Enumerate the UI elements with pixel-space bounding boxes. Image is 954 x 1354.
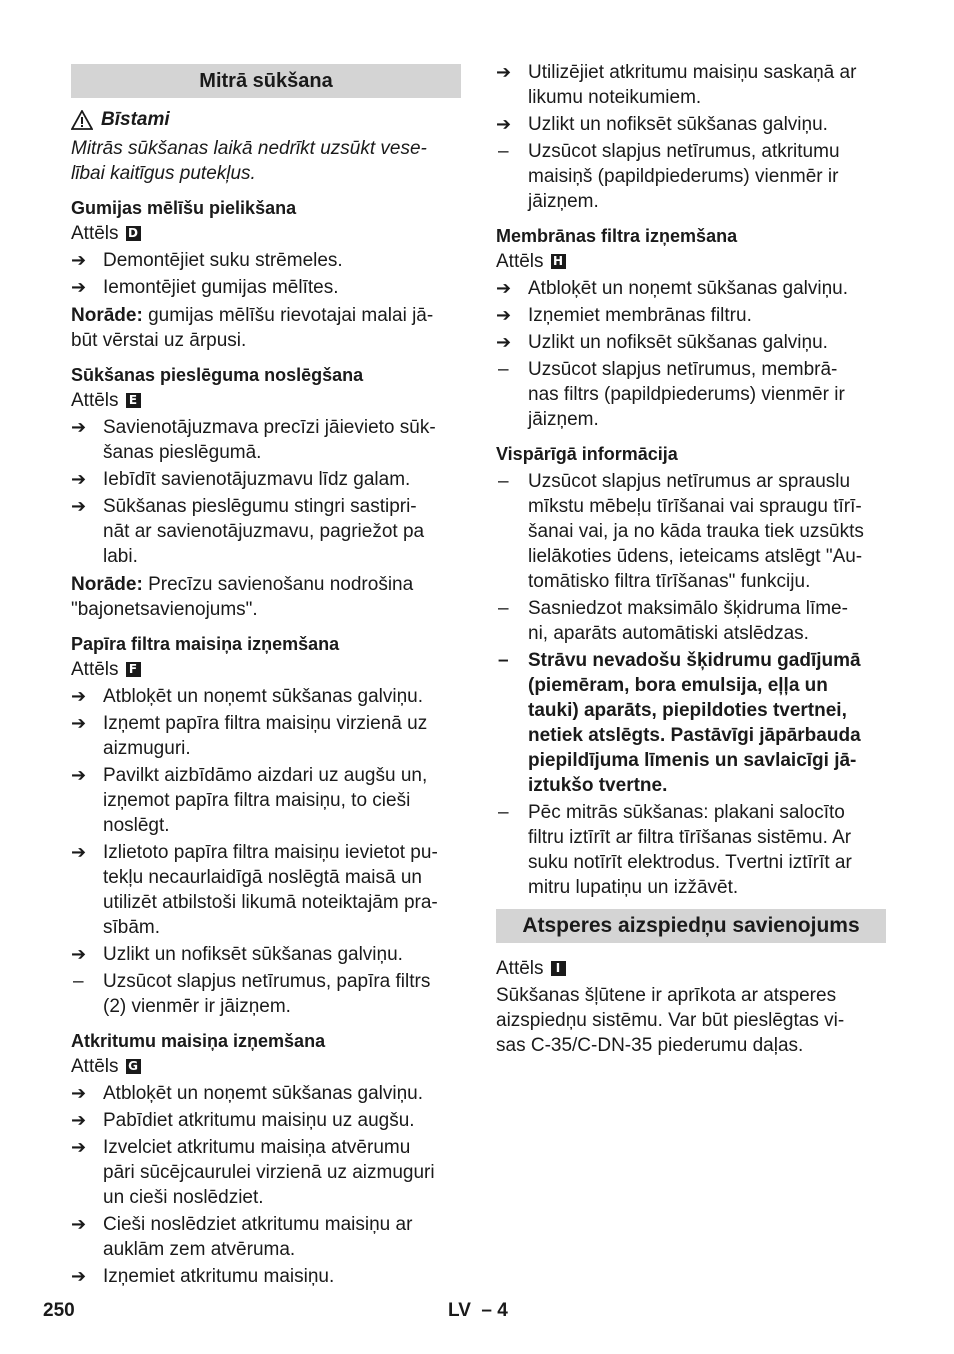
arrow-right-icon: ➔ xyxy=(496,332,512,353)
item-text: Sūkšanas pieslēgumu stingri sastipri- nāt ar savienotājuzmavu, pagriežot pa labi. xyxy=(103,496,425,567)
item-text: Atbloķēt un noņemt sūkšanas galviņu. xyxy=(528,278,849,299)
instruction-step xyxy=(496,60,886,110)
section-heading: Gumijas mēlīšu pielikšana xyxy=(71,198,297,218)
arrow-right-icon: ➔ xyxy=(496,114,512,135)
figure-label: Attēls xyxy=(496,251,544,272)
arrow-right-icon: ➔ xyxy=(71,417,87,438)
dash-bullet-icon: – xyxy=(73,971,84,992)
item-text: Uzsūcot slapjus netīrumus, membrā- nas filtrs (papildpiederums) vienmēr ir jāizņem. xyxy=(528,359,845,430)
arrow-right-icon: ➔ xyxy=(71,944,87,965)
general-info-list xyxy=(496,469,886,900)
figure-ref xyxy=(71,388,461,413)
language-page-label: LV – 4 xyxy=(448,1300,508,1321)
item-text: Uzlikt un nofiksēt sūkšanas galviņu. xyxy=(103,944,403,965)
warning-text: Mitrās sūkšanas laikā nedrīkt uzsūkt vese- lībai kaitīgus putekļus. xyxy=(71,138,427,184)
dash-list-item xyxy=(496,596,886,646)
arrow-right-icon: ➔ xyxy=(71,1214,87,1235)
instruction-step xyxy=(496,276,886,301)
section-banner-wet-vacuuming: Mitrā sūkšana xyxy=(71,64,461,98)
step-list xyxy=(71,415,461,569)
item-text: Uzlikt un nofiksēt sūkšanas galviņu. xyxy=(528,114,828,135)
instruction-step xyxy=(71,684,461,709)
instruction-step xyxy=(71,494,461,569)
item-text: Atbloķēt un noņemt sūkšanas galviņu. xyxy=(103,686,424,707)
instruction-step xyxy=(496,330,886,355)
figure-letter-badge: E xyxy=(126,393,141,408)
item-text: Pabīdiet atkritumu maisiņu uz augšu. xyxy=(103,1110,415,1131)
intro-list xyxy=(496,60,886,214)
section-heading: Papīra filtra maisiņa izņemšana xyxy=(71,634,340,654)
instruction-step xyxy=(71,1081,461,1106)
arrow-right-icon: ➔ xyxy=(71,1110,87,1131)
dash-list-item xyxy=(496,800,886,900)
figure-label: Attēls xyxy=(71,223,119,244)
item-text: Izlietoto papīra filtra maisiņu ievietot pu- tekļu necaurlaidīgā noslēgtā maisā un utilizēt atbilstoši likumā noteiktajām pra- sībām. xyxy=(103,842,438,938)
item-text: Cieši noslēdziet atkritumu maisiņu ar auklām zem atvēruma. xyxy=(103,1214,413,1260)
arrow-right-icon: ➔ xyxy=(496,62,512,83)
instruction-step xyxy=(71,840,461,940)
arrow-right-icon: ➔ xyxy=(71,1266,87,1287)
arrow-right-icon: ➔ xyxy=(496,278,512,299)
item-text: Iebīdīt savienotājuzmavu līdz galam. xyxy=(103,469,411,490)
item-text: Uzsūcot slapjus netīrumus, atkritumu maisiņš (papildpiederums) vienmēr ir jāizņem. xyxy=(528,141,840,212)
note-paragraph xyxy=(71,303,461,353)
section-banner-spring-clip: Atsperes aizspiedņu savienojums xyxy=(496,909,886,943)
item-text: Atbloķēt un noņemt sūkšanas galviņu. xyxy=(103,1083,424,1104)
membrane-list xyxy=(496,276,886,432)
dash-bullet-icon: – xyxy=(498,141,509,162)
instruction-step xyxy=(71,1135,461,1210)
instruction-step xyxy=(496,303,886,328)
instruction-step xyxy=(71,1108,461,1133)
figure-letter-badge: G xyxy=(126,1059,141,1074)
item-text: Savienotājuzmava precīzi jāievieto sūk- šanas pieslēgumā. xyxy=(103,417,436,463)
membrane-heading: Membrānas filtra izņemšana xyxy=(496,226,738,246)
figure-ref xyxy=(71,221,461,246)
arrow-right-icon: ➔ xyxy=(71,686,87,707)
arrow-right-icon: ➔ xyxy=(71,842,87,863)
section-heading: Sūkšanas pieslēguma noslēgšana xyxy=(71,365,364,385)
dash-bullet-icon: – xyxy=(498,598,509,619)
item-text: Pavilkt aizbīdāmo aizdari uz augšu un, izņemot papīra filtra maisiņu, to cieši noslēgt. xyxy=(103,765,428,836)
item-text: Strāvu nevadošu šķidrumu gadījumā (piemēram, bora emulsija, eļļa un tauki) aparāts, piepildoties tvertnei, netiek atslēgts. Pastāvīgi jāpārbauda piepildījuma līmenis un savlaicīgi jā- iztukšo tvertne. xyxy=(528,650,861,796)
figure-letter-badge: F xyxy=(126,662,141,677)
instruction-step xyxy=(71,275,461,300)
dash-bullet-icon: – xyxy=(498,471,509,492)
instruction-step xyxy=(71,763,461,838)
dash-list-item xyxy=(71,969,461,1019)
section-heading: Atkritumu maisiņa izņemšana xyxy=(71,1031,326,1051)
instruction-step xyxy=(71,1264,461,1289)
figure-letter-badge: D xyxy=(126,226,141,241)
item-text: Sasniedzot maksimālo šķidruma līme- ni, aparāts automātiski atslēdzas. xyxy=(528,598,848,644)
note-paragraph xyxy=(71,572,461,622)
warning-label: Bīstami xyxy=(101,109,170,130)
item-text: Izvelciet atkritumu maisiņa atvērumu pāri sūcējcaurulei virzienā uz aizmuguri un cieši noslēdziet. xyxy=(103,1137,435,1208)
arrow-right-icon: ➔ xyxy=(71,277,87,298)
figure-label: Attēls xyxy=(496,958,544,979)
arrow-right-icon: ➔ xyxy=(71,469,87,490)
general-info-heading: Vispārīgā informācija xyxy=(496,444,678,464)
left-column xyxy=(71,62,461,1291)
note-label: Norāde: xyxy=(71,574,143,595)
item-text: Pēc mitrās sūkšanas: plakani salocīto filtru iztīrīt ar filtra tīrīšanas sistēmu. Ar suku notīrīt elektrodus. Tvertni iztīrīt ar mitru lupatiņu un izžāvēt. xyxy=(528,802,852,898)
page-number: 250 xyxy=(43,1300,75,1321)
item-text: Demontējiet suku strēmeles. xyxy=(103,250,343,271)
note-text: Precīzu savienošanu nodrošina "bajonetsavienojums". xyxy=(71,574,414,620)
item-text: Uzlikt un nofiksēt sūkšanas galviņu. xyxy=(528,332,828,353)
warning-triangle-icon xyxy=(71,110,93,130)
arrow-right-icon: ➔ xyxy=(71,496,87,517)
item-text: Uzsūcot slapjus netīrumus ar sprauslu mīkstu mēbeļu tīrīšanai vai spraugu tīrī- šanai vai, ja no kāda trauka tiek uzsūkts lielākoties ūdens, ieteicams atslēgt "Au- tomātisko filtra tīrīšanas" funkciju. xyxy=(528,471,864,592)
arrow-right-icon: ➔ xyxy=(71,1137,87,1158)
left-sections xyxy=(71,196,461,1289)
figure-letter-badge: I xyxy=(551,961,566,976)
arrow-right-icon: ➔ xyxy=(71,250,87,271)
figure-label: Attēls xyxy=(71,659,119,680)
item-text: Izņemt papīra filtra maisiņu virzienā uz aizmuguri. xyxy=(103,713,428,759)
instruction-step xyxy=(71,942,461,967)
dash-list-item xyxy=(496,357,886,432)
dash-bullet-icon: – xyxy=(498,359,509,380)
spring-clip-text: Sūkšanas šļūtene ir aprīkota ar atsperes aizspiedņu sistēmu. Var būt pieslēgtas vi- sas C-35/C-DN-35 piederumu daļas. xyxy=(496,985,845,1056)
dash-list-item xyxy=(496,648,886,798)
arrow-right-icon: ➔ xyxy=(71,713,87,734)
figure-label: Attēls xyxy=(71,1056,119,1077)
instruction-step xyxy=(71,467,461,492)
arrow-right-icon: ➔ xyxy=(71,1083,87,1104)
item-text: Iemontējiet gumijas mēlītes. xyxy=(103,277,339,298)
arrow-right-icon: ➔ xyxy=(71,765,87,786)
dash-bullet-icon: – xyxy=(498,802,509,823)
item-text: Izņemiet membrānas filtru. xyxy=(528,305,752,326)
figure-ref xyxy=(496,249,886,274)
figure-label: Attēls xyxy=(71,390,119,411)
instruction-step xyxy=(71,248,461,273)
dash-bullet-icon: – xyxy=(498,650,509,671)
danger-warning xyxy=(71,107,461,132)
instruction-step xyxy=(496,112,886,137)
note-label: Norāde: xyxy=(71,305,143,326)
figure-ref xyxy=(71,1054,461,1079)
step-list xyxy=(71,1081,461,1289)
item-text: Uzsūcot slapjus netīrumus, papīra filtrs (2) vienmēr ir jāizņem. xyxy=(103,971,431,1017)
arrow-right-icon: ➔ xyxy=(496,305,512,326)
instruction-step xyxy=(71,1212,461,1262)
dash-list-item xyxy=(496,469,886,594)
item-text: Utilizējiet atkritumu maisiņu saskaņā ar likumu noteikumiem. xyxy=(528,62,857,108)
dash-list-item xyxy=(496,139,886,214)
right-column xyxy=(496,58,886,1058)
item-text: Izņemiet atkritumu maisiņu. xyxy=(103,1266,335,1287)
step-list xyxy=(71,248,461,300)
figure-ref xyxy=(496,956,886,981)
figure-ref xyxy=(71,657,461,682)
instruction-step xyxy=(71,415,461,465)
instruction-step xyxy=(71,711,461,761)
note-text: gumijas mēlīšu rievotajai malai jā- būt vērstai uz ārpusi. xyxy=(71,305,434,351)
figure-letter-badge: H xyxy=(551,254,566,269)
step-list xyxy=(71,684,461,1019)
